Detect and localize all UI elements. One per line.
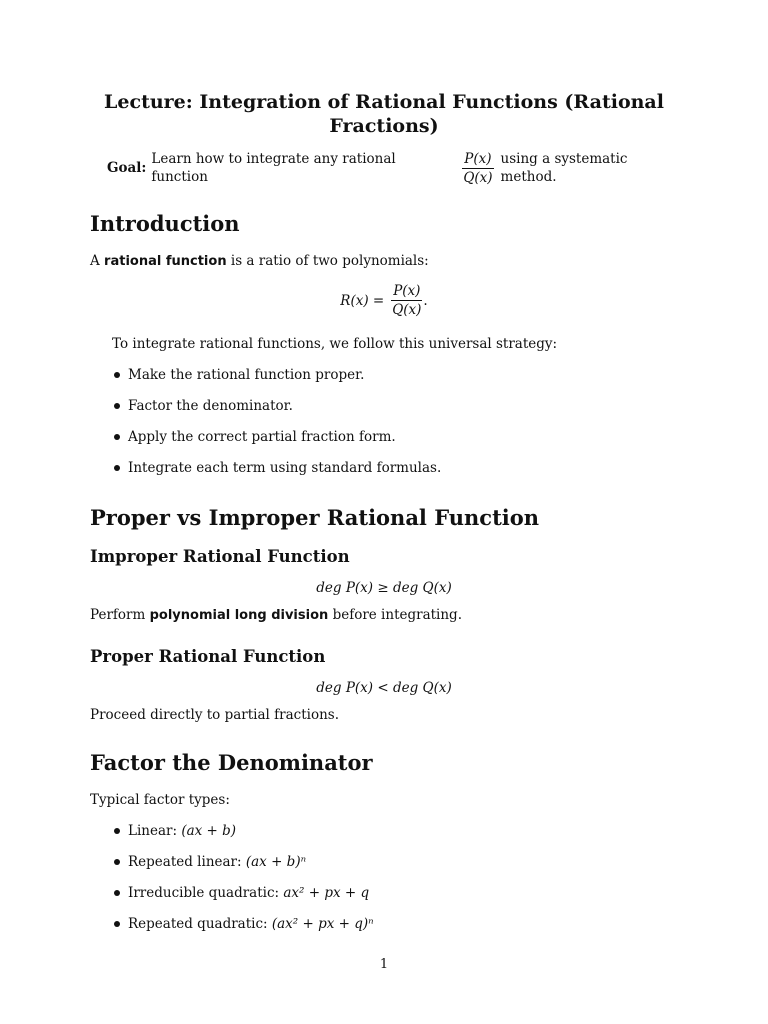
definition-term: rational function bbox=[104, 254, 227, 269]
goal-label: Goal: bbox=[107, 160, 147, 176]
proper-formula: deg P(x) < deg Q(x) bbox=[316, 680, 452, 696]
list-item: Factor the denominator. bbox=[112, 397, 441, 428]
goal-statement bbox=[107, 150, 687, 186]
factor-heading: Factor the Denominator bbox=[90, 750, 373, 775]
goal-fraction-denominator: Q(x) bbox=[463, 169, 493, 186]
bullet-icon bbox=[114, 828, 120, 834]
list-item: Apply the correct partial fraction form. bbox=[112, 428, 441, 459]
rational-function-definition bbox=[90, 252, 690, 271]
factor-list bbox=[112, 822, 374, 946]
rational-function-formula bbox=[90, 283, 678, 318]
formula-lhs: R(x) = bbox=[340, 292, 385, 309]
list-item: Irreducible quadratic: ax² + px + q bbox=[112, 884, 374, 915]
formula-denominator: Q(x) bbox=[392, 302, 422, 318]
bullet-icon bbox=[114, 403, 120, 409]
bullet-icon bbox=[114, 465, 120, 471]
bullet-icon bbox=[114, 372, 120, 378]
strategy-list bbox=[112, 366, 441, 490]
list-item: Integrate each term using standard formulas. bbox=[112, 459, 441, 490]
factor-intro: Typical factor types: bbox=[90, 792, 230, 808]
improper-term: polynomial long division bbox=[149, 608, 329, 623]
goal-fraction bbox=[461, 151, 494, 186]
page-number: 1 bbox=[379, 957, 389, 972]
proper-improper-heading: Proper vs Improper Rational Function bbox=[90, 505, 540, 530]
improper-prefix: Perform bbox=[90, 607, 146, 623]
formula-numerator: P(x) bbox=[393, 283, 421, 299]
strategy-intro: To integrate rational functions, we follow this universal strategy: bbox=[112, 336, 558, 352]
bullet-icon bbox=[114, 434, 120, 440]
goal-fraction-numerator: P(x) bbox=[464, 150, 492, 167]
formula-fraction bbox=[390, 283, 423, 318]
improper-instruction bbox=[90, 606, 690, 625]
introduction-heading: Introduction bbox=[90, 211, 240, 236]
improper-suffix: before integrating. bbox=[332, 607, 462, 623]
goal-text-before: Learn how to integrate any rational function bbox=[151, 151, 396, 185]
list-item: Repeated linear: (ax + b)ⁿ bbox=[112, 853, 374, 884]
page-title: Lecture: Integration of Rational Functions (Rational Fractions) bbox=[104, 91, 664, 137]
bullet-icon bbox=[114, 890, 120, 896]
formula-period: . bbox=[423, 292, 428, 309]
improper-heading: Improper Rational Function bbox=[90, 547, 350, 566]
list-item: Linear: (ax + b) bbox=[112, 822, 374, 853]
proper-instruction: Proceed directly to partial fractions. bbox=[90, 707, 339, 723]
improper-formula: deg P(x) ≥ deg Q(x) bbox=[316, 580, 452, 596]
goal-text-after: using a systematic method. bbox=[500, 151, 628, 185]
bullet-icon bbox=[114, 921, 120, 927]
definition-prefix: A bbox=[90, 253, 100, 269]
list-item: Repeated quadratic: (ax² + px + q)ⁿ bbox=[112, 915, 374, 946]
bullet-icon bbox=[114, 859, 120, 865]
list-item: Make the rational function proper. bbox=[112, 366, 441, 397]
proper-heading: Proper Rational Function bbox=[90, 647, 326, 666]
definition-suffix: is a ratio of two polynomials: bbox=[230, 253, 429, 269]
